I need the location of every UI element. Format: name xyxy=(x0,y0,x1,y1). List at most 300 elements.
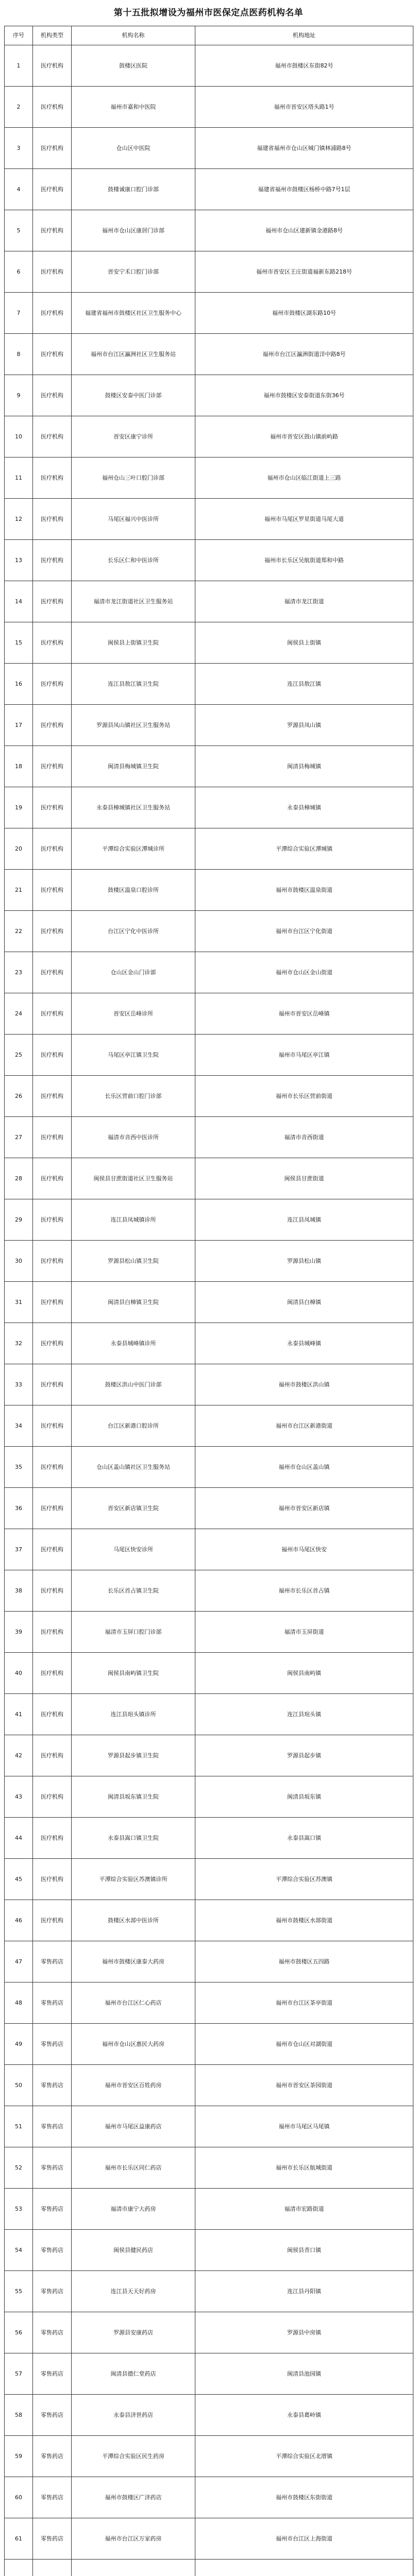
cell-name xyxy=(72,2560,195,2576)
cell-type: 医疗机构 xyxy=(33,1900,72,1941)
cell-address: 罗源县起步镇 xyxy=(195,1735,413,1776)
cell-name: 福州市长乐区同仁药店 xyxy=(72,2147,195,2189)
cell-type: 医疗机构 xyxy=(33,1117,72,1158)
cell-no: 55 xyxy=(5,2271,33,2312)
cell-name: 福州市马尾区益康药店 xyxy=(72,2106,195,2147)
table-row xyxy=(5,1076,413,1117)
cell-no: 45 xyxy=(5,1859,33,1900)
cell-address: 平潭综合实验区苏澳镇 xyxy=(195,1859,413,1900)
cell-name: 马尾区福兴中医诊所 xyxy=(72,499,195,540)
cell-address: 福州市鼓楼区水部街道 xyxy=(195,1900,413,1941)
table-row xyxy=(5,1282,413,1323)
cell-address: 福清市龙江街道 xyxy=(195,581,413,622)
cell-type: 零售药店 xyxy=(33,1982,72,2024)
cell-type: 零售药店 xyxy=(33,2189,72,2230)
cell-name: 闽清县梅城镇卫生院 xyxy=(72,746,195,787)
cell-address: 福州市长乐区吴航街道郑和中路 xyxy=(195,540,413,581)
cell-name: 晋安宁禾口腔门诊部 xyxy=(72,251,195,293)
cell-name: 福州市仓山区惠民大药房 xyxy=(72,2024,195,2065)
table-row xyxy=(5,1735,413,1776)
cell-name: 长乐区仁和中医诊所 xyxy=(72,540,195,581)
cell-address: 罗源县松山镇 xyxy=(195,1241,413,1282)
cell-address: 连江县敖江镇 xyxy=(195,664,413,705)
cell-type: 医疗机构 xyxy=(33,1776,72,1818)
cell-address: 闽侯县南屿镇 xyxy=(195,1653,413,1694)
table-row xyxy=(5,828,413,870)
cell-no: 34 xyxy=(5,1405,33,1447)
cell-no: 40 xyxy=(5,1653,33,1694)
cell-address: 福州市长乐区营前街道 xyxy=(195,1076,413,1117)
cell-no: 60 xyxy=(5,2477,33,2518)
cell-address: 福州市仓山区临江街道上三路 xyxy=(195,457,413,499)
cell-name: 福清市玉屏口腔门诊部 xyxy=(72,1612,195,1653)
cell-name: 鼓楼诚康口腔门诊部 xyxy=(72,169,195,210)
cell-type: 医疗机构 xyxy=(33,1447,72,1488)
table-row xyxy=(5,1199,413,1241)
cell-name: 晋安区岳峰诊所 xyxy=(72,993,195,1035)
cell-address: 福州市晋安区王庄街道福新东路218号 xyxy=(195,251,413,293)
cell-address: 闽侯县青口镇 xyxy=(195,2230,413,2271)
cell-type: 医疗机构 xyxy=(33,540,72,581)
cell-address: 闽清县池园镇 xyxy=(195,2353,413,2395)
cell-address: 福州市晋安区茶园街道 xyxy=(195,2065,413,2106)
cell-name: 闽侯县甘蔗街道社区卫生服务站 xyxy=(72,1158,195,1199)
cell-no: 33 xyxy=(5,1364,33,1405)
cell-type: 零售药店 xyxy=(33,2353,72,2395)
table-row xyxy=(5,416,413,457)
cell-address xyxy=(195,2560,413,2576)
cell-no: 21 xyxy=(5,870,33,911)
cell-address: 闽侯县甘蔗街道 xyxy=(195,1158,413,1199)
cell-address: 闽清县白樟镇 xyxy=(195,1282,413,1323)
cell-name: 晋安区康宁诊所 xyxy=(72,416,195,457)
table-row xyxy=(5,2395,413,2436)
cell-name: 平潭综合实验区苏澳镇诊所 xyxy=(72,1859,195,1900)
table-row xyxy=(5,540,413,581)
cell-no: 3 xyxy=(5,128,33,169)
cell-type: 医疗机构 xyxy=(33,622,72,664)
table-row xyxy=(5,1818,413,1859)
cell-type: 医疗机构 xyxy=(33,828,72,870)
cell-type: 零售药店 xyxy=(33,2147,72,2189)
table-row xyxy=(5,787,413,828)
cell-no: 57 xyxy=(5,2353,33,2395)
cell-no: 31 xyxy=(5,1282,33,1323)
header-no: 序号 xyxy=(5,26,33,45)
cell-type: 医疗机构 xyxy=(33,1364,72,1405)
cell-address: 福州市马尾区罗星街道马尾大道 xyxy=(195,499,413,540)
cell-address: 永泰县城峰镇 xyxy=(195,1323,413,1364)
table-row xyxy=(5,1982,413,2024)
table-row xyxy=(5,581,413,622)
cell-type: 医疗机构 xyxy=(33,1529,72,1570)
cell-name: 福州市嘉和中医院 xyxy=(72,87,195,128)
cell-type: 医疗机构 xyxy=(33,1653,72,1694)
cell-no: 38 xyxy=(5,1570,33,1612)
cell-address: 连江县丹阳镇 xyxy=(195,2271,413,2312)
cell-no: 44 xyxy=(5,1818,33,1859)
cell-no: 9 xyxy=(5,375,33,416)
cell-no: 12 xyxy=(5,499,33,540)
cell-address: 福建省福州市仓山区城门镇林浦路8号 xyxy=(195,128,413,169)
cell-no: 7 xyxy=(5,293,33,334)
cell-type: 医疗机构 xyxy=(33,870,72,911)
cell-name: 福州市鼓楼区广济药店 xyxy=(72,2477,195,2518)
cell-address: 福州市鼓楼区安泰街道东街36号 xyxy=(195,375,413,416)
cell-address: 福州市台江区新港街道 xyxy=(195,1405,413,1447)
cell-address: 罗源县中房镇 xyxy=(195,2312,413,2353)
cell-name: 闽清县德仁堂药店 xyxy=(72,2353,195,2395)
cell-address: 福州市马尾区快安 xyxy=(195,1529,413,1570)
table-row xyxy=(5,1776,413,1818)
cell-no: 20 xyxy=(5,828,33,870)
page-title: 第十五批拟增设为福州市医保定点医药机构名单 xyxy=(113,8,304,18)
cell-no: 15 xyxy=(5,622,33,664)
cell-no: 48 xyxy=(5,1982,33,2024)
table-row xyxy=(5,1488,413,1529)
table-row xyxy=(5,169,413,210)
cell-name: 福州市仓山区康居门诊部 xyxy=(72,210,195,251)
cell-address: 福州市长乐区首占镇 xyxy=(195,1570,413,1612)
table-row xyxy=(5,210,413,251)
table-row xyxy=(5,2065,413,2106)
cell-address: 闽清县梅城镇 xyxy=(195,746,413,787)
cell-name: 仓山区中医院 xyxy=(72,128,195,169)
cell-type: 医疗机构 xyxy=(33,1694,72,1735)
cell-no: 42 xyxy=(5,1735,33,1776)
cell-name: 仓山区金山门诊部 xyxy=(72,952,195,993)
table-row xyxy=(5,1035,413,1076)
table-row xyxy=(5,1570,413,1612)
cell-type: 医疗机构 xyxy=(33,787,72,828)
cell-name: 福州市鼓楼区康泰大药房 xyxy=(72,1941,195,1982)
cell-type: 零售药店 xyxy=(33,2230,72,2271)
cell-no: 51 xyxy=(5,2106,33,2147)
cell-name: 罗源县安康药店 xyxy=(72,2312,195,2353)
cell-address: 福州市鼓楼区东街82号 xyxy=(195,45,413,87)
table-row xyxy=(5,1323,413,1364)
cell-no: 41 xyxy=(5,1694,33,1735)
cell-address: 平潭综合实验区北厝镇 xyxy=(195,2436,413,2477)
institution-table xyxy=(4,26,413,2576)
cell-type: 医疗机构 xyxy=(33,128,72,169)
table-row xyxy=(5,1612,413,1653)
table-row xyxy=(5,1900,413,1941)
cell-no: 61 xyxy=(5,2518,33,2560)
cell-name: 鼓楼区温泉口腔诊所 xyxy=(72,870,195,911)
cell-no: 6 xyxy=(5,251,33,293)
cell-no: 22 xyxy=(5,911,33,952)
cell-no: 25 xyxy=(5,1035,33,1076)
cell-no: 30 xyxy=(5,1241,33,1282)
cell-name: 马尾区快安诊所 xyxy=(72,1529,195,1570)
cell-no: 8 xyxy=(5,334,33,375)
cell-type: 医疗机构 xyxy=(33,1735,72,1776)
cell-type: 医疗机构 xyxy=(33,1282,72,1323)
cell-no: 49 xyxy=(5,2024,33,2065)
cell-type: 医疗机构 xyxy=(33,1158,72,1199)
cell-name: 罗源县凤山镇社区卫生服务站 xyxy=(72,705,195,746)
cell-no: 56 xyxy=(5,2312,33,2353)
cell-no: 52 xyxy=(5,2147,33,2189)
cell-type: 医疗机构 xyxy=(33,1199,72,1241)
table-row xyxy=(5,911,413,952)
cell-no: 26 xyxy=(5,1076,33,1117)
table-row xyxy=(5,2312,413,2353)
table-row xyxy=(5,664,413,705)
cell-address: 福州市台江区上海街道 xyxy=(195,2518,413,2560)
cell-address: 福州市晋安区岳峰镇 xyxy=(195,993,413,1035)
cell-type: 医疗机构 xyxy=(33,416,72,457)
cell-no: 47 xyxy=(5,1941,33,1982)
cell-name: 福州市晋安区百姓药房 xyxy=(72,2065,195,2106)
cell-type: 医疗机构 xyxy=(33,45,72,87)
cell-name: 仓山区盖山镇社区卫生服务站 xyxy=(72,1447,195,1488)
cell-address: 福清市宏路街道 xyxy=(195,2189,413,2230)
cell-address: 永泰县葛岭镇 xyxy=(195,2395,413,2436)
cell-name: 连江县凤城镇诊所 xyxy=(72,1199,195,1241)
table-row xyxy=(5,2518,413,2560)
cell-name: 平潭综合实验区民生药房 xyxy=(72,2436,195,2477)
cell-type: 医疗机构 xyxy=(33,664,72,705)
table-row xyxy=(5,2230,413,2271)
cell-type: 医疗机构 xyxy=(33,1405,72,1447)
table-row xyxy=(5,457,413,499)
cell-type: 零售药店 xyxy=(33,2436,72,2477)
cell-name: 永泰县城峰镇诊所 xyxy=(72,1323,195,1364)
cell-name: 闽侯县上街镇卫生院 xyxy=(72,622,195,664)
table-row xyxy=(5,2436,413,2477)
table-row xyxy=(5,1405,413,1447)
table-row xyxy=(5,1653,413,1694)
cell-type: 零售药店 xyxy=(33,2271,72,2312)
cell-address: 福州市仓山区金山街道 xyxy=(195,952,413,993)
table-row xyxy=(5,87,413,128)
cell-address: 福州市台江区宁化街道 xyxy=(195,911,413,952)
cell-name: 福州市台江区万家药房 xyxy=(72,2518,195,2560)
cell-name: 福清市音西中医诊所 xyxy=(72,1117,195,1158)
cell-name: 闽侯县健民药店 xyxy=(72,2230,195,2271)
table-body xyxy=(5,45,413,2576)
cell-address: 福清市音西街道 xyxy=(195,1117,413,1158)
cell-type: 医疗机构 xyxy=(33,334,72,375)
cell-type: 零售药店 xyxy=(33,2312,72,2353)
table-header xyxy=(5,26,413,45)
cell-name: 永泰县嵩口镇卫生院 xyxy=(72,1818,195,1859)
cell-no: 10 xyxy=(5,416,33,457)
cell-no: 13 xyxy=(5,540,33,581)
cell-address: 闽清县坂东镇 xyxy=(195,1776,413,1818)
table-row xyxy=(5,2477,413,2518)
cell-address: 福州市台江区瀛洲街道洋中路8号 xyxy=(195,334,413,375)
table-row xyxy=(5,293,413,334)
cell-name: 连江县琯头镇诊所 xyxy=(72,1694,195,1735)
table-row xyxy=(5,1117,413,1158)
cell-type: 医疗机构 xyxy=(33,1076,72,1117)
cell-name: 福清市康宁大药房 xyxy=(72,2189,195,2230)
table-row xyxy=(5,746,413,787)
cell-type: 医疗机构 xyxy=(33,993,72,1035)
cell-type: 医疗机构 xyxy=(33,251,72,293)
cell-name: 台江区新港口腔诊所 xyxy=(72,1405,195,1447)
table-row xyxy=(5,1859,413,1900)
cell-no: 1 xyxy=(5,45,33,87)
table-row xyxy=(5,1529,413,1570)
cell-no: 46 xyxy=(5,1900,33,1941)
cell-no: 35 xyxy=(5,1447,33,1488)
cell-no: 32 xyxy=(5,1323,33,1364)
table-row xyxy=(5,952,413,993)
table-row xyxy=(5,705,413,746)
cell-address: 福州市台江区茶亭街道 xyxy=(195,1982,413,2024)
header-address: 机构地址 xyxy=(195,26,413,45)
table-row xyxy=(5,45,413,87)
table-row xyxy=(5,870,413,911)
cell-no: 36 xyxy=(5,1488,33,1529)
cell-address: 平潭综合实验区潭城镇 xyxy=(195,828,413,870)
cell-no: 4 xyxy=(5,169,33,210)
cell-address: 永泰县樟城镇 xyxy=(195,787,413,828)
table-row xyxy=(5,2560,413,2576)
table-row xyxy=(5,1941,413,1982)
cell-name: 鼓楼区水部中医诊所 xyxy=(72,1900,195,1941)
cell-no: 18 xyxy=(5,746,33,787)
cell-name: 闽清县坂东镇卫生院 xyxy=(72,1776,195,1818)
cell-type: 医疗机构 xyxy=(33,1612,72,1653)
cell-name: 永泰县济世药店 xyxy=(72,2395,195,2436)
cell-type: 医疗机构 xyxy=(33,87,72,128)
table-row xyxy=(5,622,413,664)
cell-no: 29 xyxy=(5,1199,33,1241)
cell-type: 零售药店 xyxy=(33,2395,72,2436)
cell-type: 医疗机构 xyxy=(33,1241,72,1282)
cell-name: 罗源县松山镇卫生院 xyxy=(72,1241,195,1282)
cell-name: 闽清县白樟镇卫生院 xyxy=(72,1282,195,1323)
cell-type: 零售药店 xyxy=(33,2065,72,2106)
cell-address: 福建省福州市鼓楼区杨桥中路7号1层 xyxy=(195,169,413,210)
cell-address: 闽侯县上街镇 xyxy=(195,622,413,664)
cell-address: 罗源县凤山镇 xyxy=(195,705,413,746)
cell-address: 福州市晋安区塔头路1号 xyxy=(195,87,413,128)
cell-address: 福州市仓山区盖山镇 xyxy=(195,1447,413,1488)
cell-name: 长乐区营前口腔门诊部 xyxy=(72,1076,195,1117)
table-row xyxy=(5,499,413,540)
cell-address: 福州市晋安区鼓山镇前屿路 xyxy=(195,416,413,457)
cell-type: 医疗机构 xyxy=(33,210,72,251)
table-row xyxy=(5,2189,413,2230)
cell-no: 16 xyxy=(5,664,33,705)
cell-address: 永泰县嵩口镇 xyxy=(195,1818,413,1859)
cell-no: 5 xyxy=(5,210,33,251)
cell-type: 零售药店 xyxy=(33,2518,72,2560)
table-row xyxy=(5,2353,413,2395)
cell-address: 福州市马尾区亭江镇 xyxy=(195,1035,413,1076)
cell-type xyxy=(33,2560,72,2576)
cell-no: 24 xyxy=(5,993,33,1035)
cell-no: 54 xyxy=(5,2230,33,2271)
cell-type: 医疗机构 xyxy=(33,581,72,622)
cell-type: 零售药店 xyxy=(33,2106,72,2147)
cell-name: 连江县天天好药房 xyxy=(72,2271,195,2312)
cell-type: 医疗机构 xyxy=(33,1035,72,1076)
cell-name: 台江区宁化中医诊所 xyxy=(72,911,195,952)
cell-type: 医疗机构 xyxy=(33,169,72,210)
cell-name: 长乐区首占镇卫生院 xyxy=(72,1570,195,1612)
header-type: 机构类型 xyxy=(33,26,72,45)
cell-type: 医疗机构 xyxy=(33,911,72,952)
cell-name: 罗源县起步镇卫生院 xyxy=(72,1735,195,1776)
header-name: 机构名称 xyxy=(72,26,195,45)
cell-address: 福州市鼓楼区温泉街道 xyxy=(195,870,413,911)
cell-type: 医疗机构 xyxy=(33,499,72,540)
cell-name: 平潭综合实验区潭城诊所 xyxy=(72,828,195,870)
cell-type: 医疗机构 xyxy=(33,293,72,334)
cell-name: 闽侯县南屿镇卫生院 xyxy=(72,1653,195,1694)
table-row xyxy=(5,1364,413,1405)
cell-type: 医疗机构 xyxy=(33,375,72,416)
cell-no: 27 xyxy=(5,1117,33,1158)
cell-type: 医疗机构 xyxy=(33,1859,72,1900)
cell-no: 50 xyxy=(5,2065,33,2106)
cell-no: 11 xyxy=(5,457,33,499)
cell-no xyxy=(5,2560,33,2576)
cell-no: 14 xyxy=(5,581,33,622)
cell-name: 福州市台江区仁心药店 xyxy=(72,1982,195,2024)
cell-type: 医疗机构 xyxy=(33,705,72,746)
cell-no: 37 xyxy=(5,1529,33,1570)
cell-type: 医疗机构 xyxy=(33,1488,72,1529)
cell-address: 福州市长乐区航城街道 xyxy=(195,2147,413,2189)
cell-type: 医疗机构 xyxy=(33,1570,72,1612)
cell-name: 福建省福州市鼓楼区社区卫生服务中心 xyxy=(72,293,195,334)
table-row xyxy=(5,2024,413,2065)
table-row xyxy=(5,2147,413,2189)
cell-no: 2 xyxy=(5,87,33,128)
cell-name: 福清市龙江街道社区卫生服务站 xyxy=(72,581,195,622)
cell-no: 19 xyxy=(5,787,33,828)
cell-name: 晋安区新店镇卫生院 xyxy=(72,1488,195,1529)
cell-address: 连江县凤城镇 xyxy=(195,1199,413,1241)
cell-name: 连江县敖江镇卫生院 xyxy=(72,664,195,705)
cell-type: 零售药店 xyxy=(33,2024,72,2065)
cell-name: 永泰县樟城镇社区卫生服务站 xyxy=(72,787,195,828)
cell-name: 福州市台江区瀛洲社区卫生服务站 xyxy=(72,334,195,375)
table-row xyxy=(5,375,413,416)
cell-type: 医疗机构 xyxy=(33,457,72,499)
cell-no: 43 xyxy=(5,1776,33,1818)
cell-type: 零售药店 xyxy=(33,1941,72,1982)
cell-name: 鼓楼区安泰中医门诊部 xyxy=(72,375,195,416)
table-row xyxy=(5,1694,413,1735)
table-row xyxy=(5,1447,413,1488)
cell-type: 零售药店 xyxy=(33,2477,72,2518)
table-row xyxy=(5,334,413,375)
cell-type: 医疗机构 xyxy=(33,952,72,993)
cell-address: 福清市玉屏街道 xyxy=(195,1612,413,1653)
cell-address: 福州市仓山区建新镇金港路8号 xyxy=(195,210,413,251)
cell-type: 医疗机构 xyxy=(33,1323,72,1364)
cell-type: 医疗机构 xyxy=(33,746,72,787)
cell-address: 福州市鼓楼区湖东路10号 xyxy=(195,293,413,334)
cell-type: 医疗机构 xyxy=(33,1818,72,1859)
cell-address: 连江县琯头镇 xyxy=(195,1694,413,1735)
cell-no: 23 xyxy=(5,952,33,993)
table-row xyxy=(5,2271,413,2312)
table-row xyxy=(5,1241,413,1282)
cell-no: 17 xyxy=(5,705,33,746)
cell-no: 58 xyxy=(5,2395,33,2436)
header-row xyxy=(5,26,413,45)
